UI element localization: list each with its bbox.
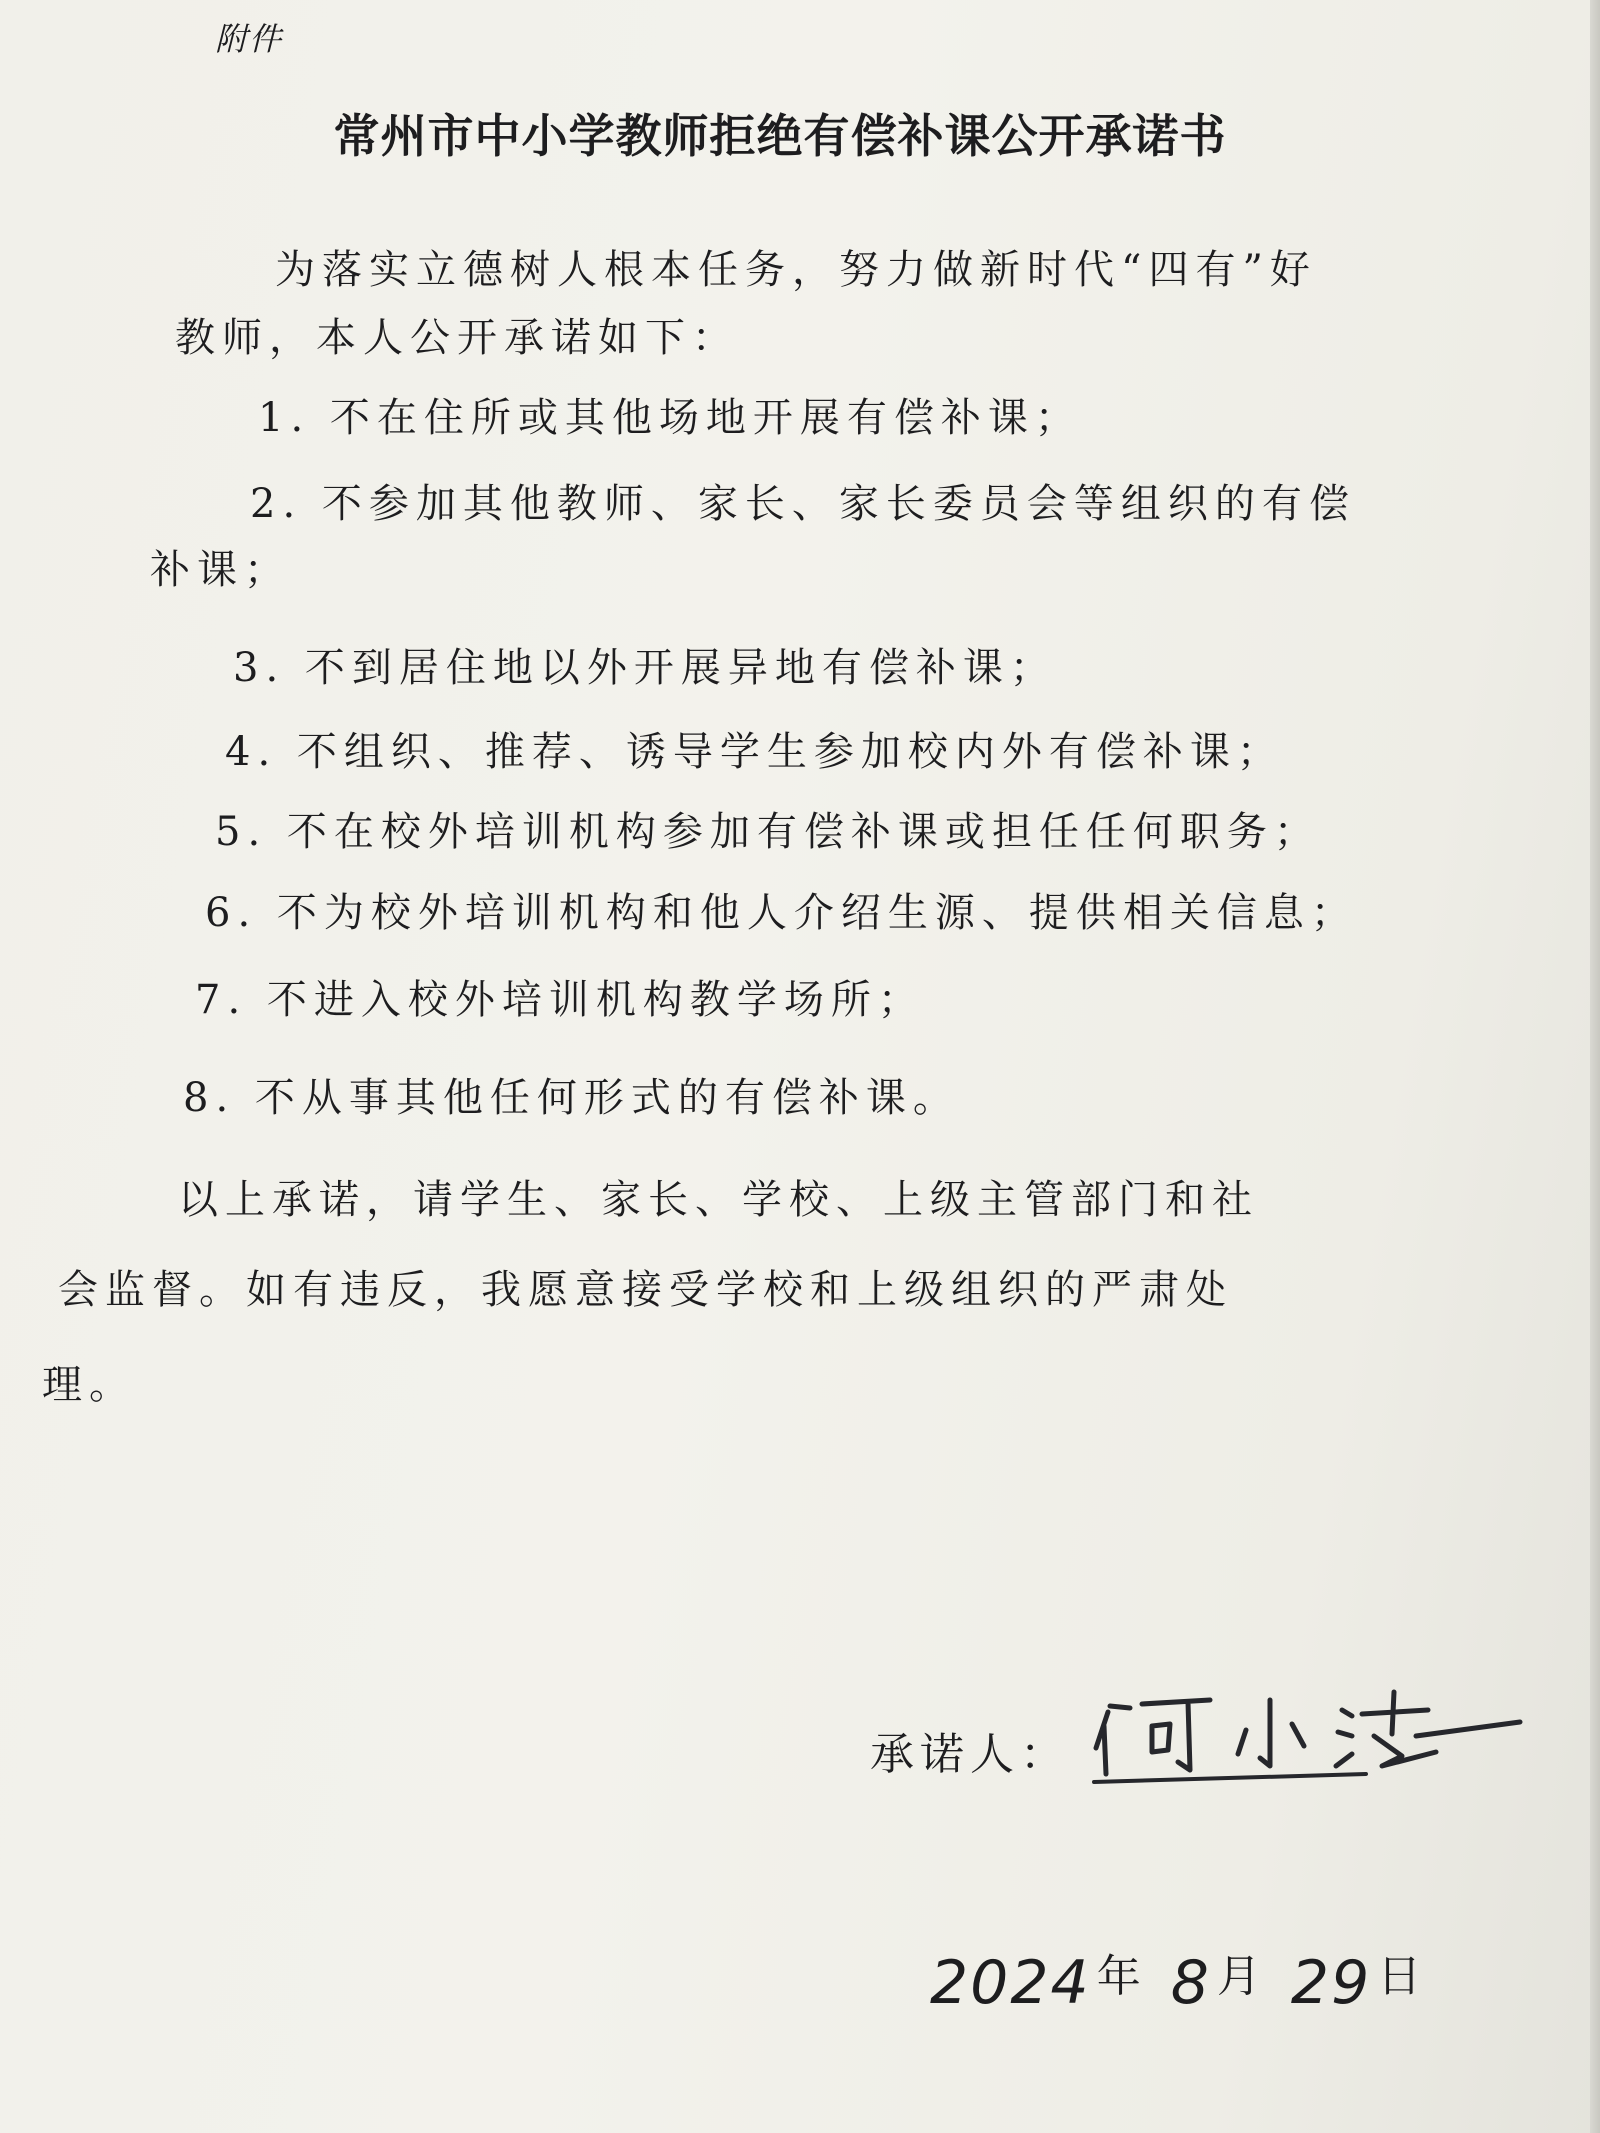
intro-line-1: 为落实立德树人根本任务，努力做新时代“四有”好 [275,247,1317,293]
date-day-unit: 日 [1377,1951,1422,2002]
date-year: 2024 [930,1948,1091,2018]
closing-line-2: 会监督。如有违反，我愿意接受学校和上级组织的严肃处 [58,1267,1233,1313]
commitment-item-2: 2. 不参加其他教师、家长、家长委员会等组织的有偿 [250,481,1356,527]
document-title: 常州市中小学教师拒绝有偿补课公开承诺书 [333,109,1227,163]
paper-edge [1590,0,1600,2133]
date-day: 29 [1290,1948,1372,2018]
commitment-item-3: 3. 不到居住地以外开展异地有偿补课； [233,645,1057,691]
commitment-item-1: 1. 不在住所或其他场地开展有偿补课； [258,395,1082,441]
closing-line-3: 理。 [42,1362,136,1408]
commitment-item-6: 6. 不为校外培训机构和他人介绍生源、提供相关信息； [205,890,1358,936]
attachment-label: 附件 [215,20,284,58]
commitment-item-7: 7. 不进入校外培训机构教学场所； [195,977,925,1023]
commitment-item-4: 4. 不组织、推荐、诱导学生参加校内外有偿补课； [225,729,1284,775]
commitment-item-5: 5. 不在校外培训机构参加有偿补课或担任任何职务； [215,809,1321,855]
signature-date [930,1940,1421,2018]
signer-label: 承诺人： [870,1729,1070,1780]
commitment-item-2-continued: 补课； [150,547,291,593]
date-year-unit: 年 [1096,1951,1141,2002]
intro-line-2: 教师，本人公开承诺如下： [175,315,739,361]
commitment-item-8: 8. 不从事其他任何形式的有偿补课。 [183,1075,960,1121]
date-month: 8 [1170,1948,1211,2018]
handwritten-signature [1090,1670,1530,1790]
closing-line-1: 以上承诺，请学生、家长、学校、上级主管部门和社 [178,1177,1259,1223]
date-month-unit: 月 [1216,1951,1261,2002]
